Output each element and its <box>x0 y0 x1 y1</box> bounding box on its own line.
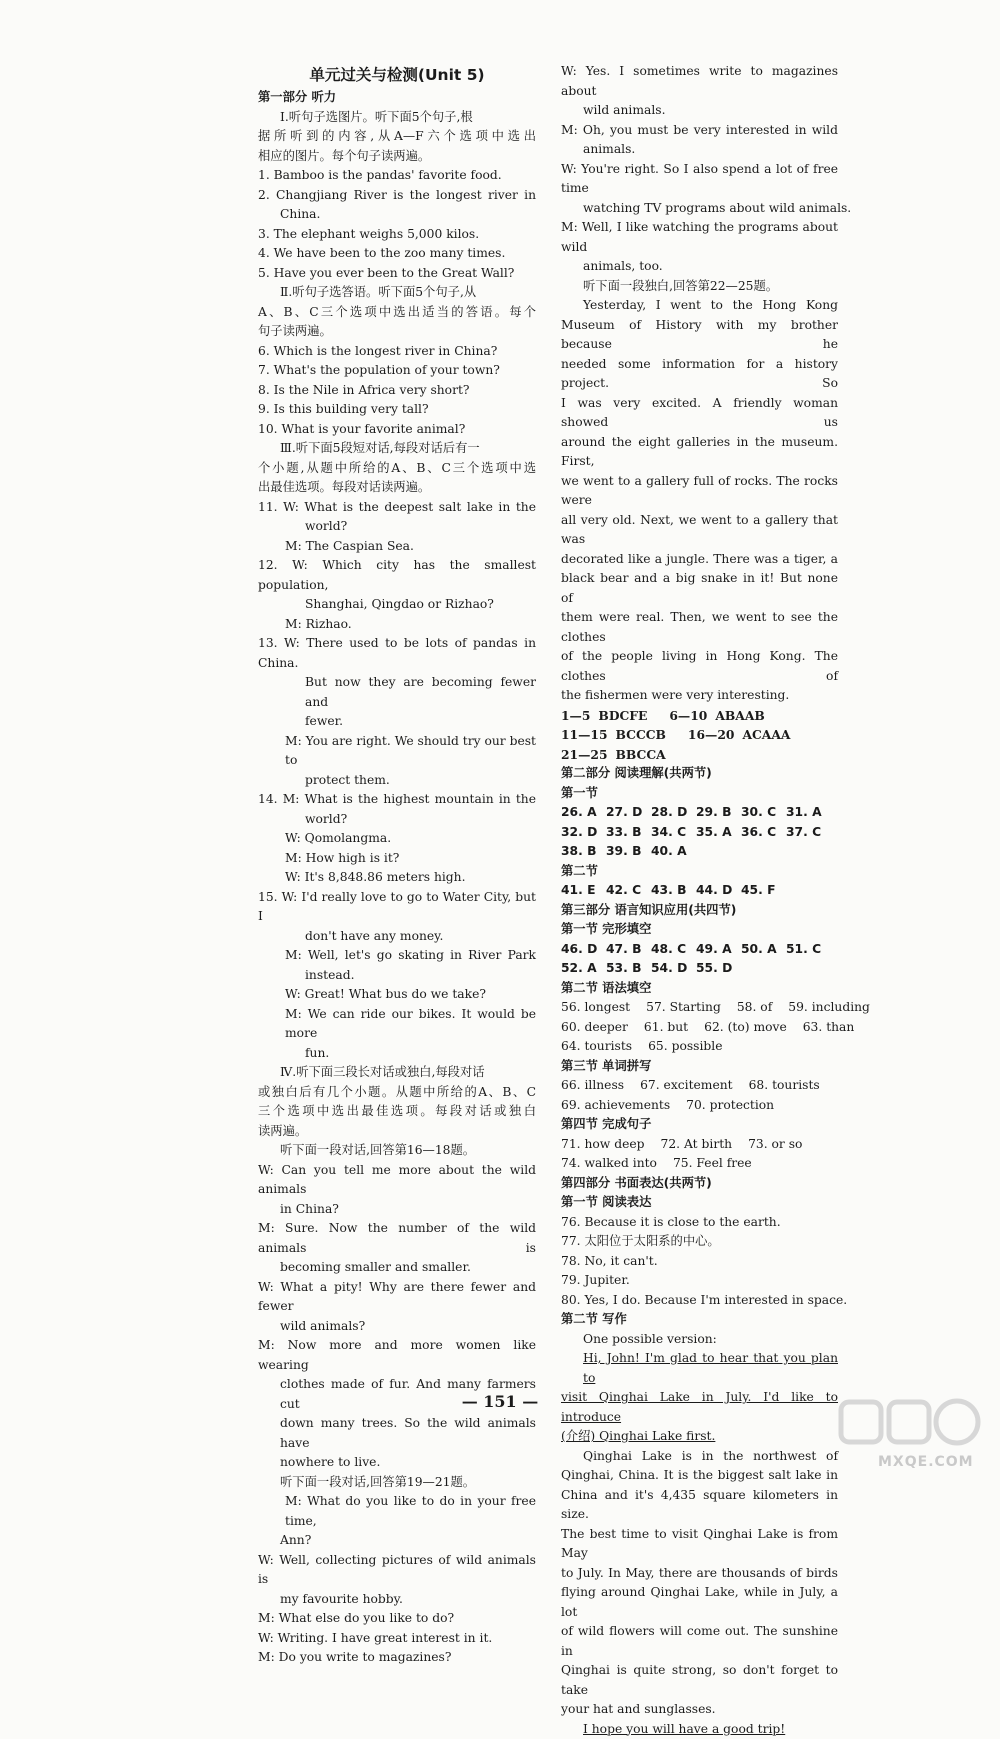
answer-item: 30. C <box>741 803 786 823</box>
answer-cell: 1—5 <box>561 708 590 723</box>
answer-cell: BDCFE <box>598 708 647 723</box>
text-line: M: Oh, you must be very interested in wild <box>561 121 838 141</box>
answer-item: 36. C <box>741 823 786 843</box>
answer-item: 45. F <box>741 881 786 901</box>
answer-item: 37. C <box>786 823 831 843</box>
text-line: M: The Caspian Sea. <box>258 537 536 557</box>
answer-item: 43. B <box>651 881 696 901</box>
text-line: 5. Have you ever been to the Great Wall? <box>258 264 536 284</box>
text-line: A、B、C三个选项中选出适当的答语。每个 <box>258 303 536 323</box>
text-line: Museum of History with my brother because he <box>561 316 838 355</box>
answer-item: 46. D <box>561 940 606 960</box>
section-heading: 第二节 写作 <box>561 1310 838 1330</box>
text-line: 或独白后有几个小题。从题中所给的A、B、C <box>258 1083 536 1103</box>
text-line: 14. M: What is the highest mountain in the <box>258 790 536 810</box>
answer-item: 55. D <box>696 959 741 979</box>
section-heading: 第四部分 书面表达(共两节) <box>561 1174 838 1194</box>
answer-item: 56. longest <box>561 998 630 1018</box>
text-line: 12. W: Which city has the smallest population, <box>258 556 536 595</box>
answer-item: 59. including <box>788 998 870 1018</box>
answer-row <box>561 1076 838 1096</box>
text-line: wild animals? <box>258 1317 536 1337</box>
section-heading: 第二部分 阅读理解(共两节) <box>561 764 838 784</box>
text-line: of the people living in Hong Kong. The clothes of <box>561 647 838 686</box>
text-line: 2. Changjiang River is the longest river in <box>258 186 536 206</box>
answer-item: 26. A <box>561 803 606 823</box>
text-line: W: Great! What bus do we take? <box>258 985 536 1005</box>
right-column <box>561 62 838 1739</box>
section-heading: 第一节 阅读表达 <box>561 1193 838 1213</box>
answer-item: 50. A <box>741 940 786 960</box>
text-line: W: Well, collecting pictures of wild animals is <box>258 1551 536 1590</box>
text-line: M: How high is it? <box>258 849 536 869</box>
text-line: them were real. Then, we went to see the clothes <box>561 608 838 647</box>
text-line: 11. W: What is the deepest salt lake in the <box>258 498 536 518</box>
answer-item: 72. At birth <box>661 1135 733 1155</box>
answer-item: 44. D <box>696 881 741 901</box>
answer-item: 61. but <box>644 1018 688 1038</box>
text-line: all very old. Next, we went to a gallery that was <box>561 511 838 550</box>
text-line: 三个选项中选出最佳选项。每段对话或独白 <box>258 1102 536 1122</box>
answer-item: 73. or so <box>748 1135 802 1155</box>
answer-item: 62. (to) move <box>704 1018 787 1038</box>
answer-item: 40. A <box>651 842 696 862</box>
text-line: 相应的图片。每个句子读两遍。 <box>258 147 536 167</box>
answer-item: 27. D <box>606 803 651 823</box>
text-line: wild animals. <box>561 101 838 121</box>
text-line: 77. 太阳位于太阳系的中心。 <box>561 1232 838 1252</box>
text-line: 出最佳选项。每段对话读两遍。 <box>258 478 536 498</box>
text-line: 听下面一段对话,回答第16—18题。 <box>258 1141 536 1161</box>
text-line: 15. W: I'd really love to go to Water City, but I <box>258 888 536 927</box>
text-line: M: What do you like to do in your free time, <box>258 1492 536 1531</box>
text-line: fewer. <box>258 712 536 732</box>
answer-item: 67. excitement <box>640 1076 733 1096</box>
text-line: fun. <box>258 1044 536 1064</box>
listening-answer-row <box>561 745 838 765</box>
answer-cell: 16—20 <box>688 727 735 742</box>
answer-row <box>561 998 838 1018</box>
text-line: The best time to visit Qinghai Lake is from May <box>561 1525 838 1564</box>
text-line: W: Yes. I sometimes write to magazines about <box>561 62 838 101</box>
text-line: 9. Is this building very tall? <box>258 400 536 420</box>
text-line: 3. The elephant weighs 5,000 kilos. <box>258 225 536 245</box>
text-line: animals, too. <box>561 257 838 277</box>
text-line: in China? <box>258 1200 536 1220</box>
answer-item: 39. B <box>606 842 651 862</box>
section-heading: 第二节 <box>561 862 838 882</box>
answer-cell: BBCCA <box>616 747 666 762</box>
text-line: 76. Because it is close to the earth. <box>561 1213 838 1233</box>
section-heading: 第三节 单词拼写 <box>561 1057 838 1077</box>
answer-item: 74. walked into <box>561 1154 657 1174</box>
text-line: 句子读两遍。 <box>258 322 536 342</box>
text-line: world? <box>258 517 536 537</box>
answer-row <box>561 823 838 843</box>
answer-item: 54. D <box>651 959 696 979</box>
answer-item: 48. C <box>651 940 696 960</box>
answer-item: 32. D <box>561 823 606 843</box>
text-line: M: Well, I like watching the programs about wild <box>561 218 838 257</box>
answer-item: 53. B <box>606 959 651 979</box>
answer-item: 34. C <box>651 823 696 843</box>
text-line: nowhere to live. <box>258 1453 536 1473</box>
text-line: 78. No, it can't. <box>561 1252 838 1272</box>
section-title: 单元过关与检测(Unit 5) <box>258 62 536 88</box>
text-line: Shanghai, Qingdao or Rizhao? <box>258 595 536 615</box>
answer-row <box>561 1037 838 1057</box>
answer-item: 42. C <box>606 881 651 901</box>
text-line: Ⅳ.听下面三段长对话或独白,每段对话 <box>258 1063 536 1083</box>
text-line: 6. Which is the longest river in China? <box>258 342 536 362</box>
text-line: becoming smaller and smaller. <box>258 1258 536 1278</box>
text-line: Ann? <box>258 1531 536 1551</box>
answer-item: 75. Feel free <box>673 1154 752 1174</box>
answer-item: 58. of <box>737 998 772 1018</box>
text-line: 4. We have been to the zoo many times. <box>258 244 536 264</box>
text-line: to July. In May, there are thousands of birds <box>561 1564 838 1584</box>
answer-row <box>561 881 838 901</box>
answer-row <box>561 1154 838 1174</box>
left-column <box>258 62 536 1668</box>
text-line: M: Do you write to magazines? <box>258 1648 536 1668</box>
answer-item: 57. Starting <box>646 998 721 1018</box>
text-line: Ⅰ.听句子选图片。听下面5个句子,根 <box>258 108 536 128</box>
answer-row <box>561 842 838 862</box>
text-line: flying around Qinghai Lake, while in July, a lot <box>561 1583 838 1622</box>
section-heading: 第一部分 听力 <box>258 88 536 108</box>
answer-item: 41. E <box>561 881 606 901</box>
answer-item: 70. protection <box>686 1096 774 1116</box>
text-line: 79. Jupiter. <box>561 1271 838 1291</box>
answer-row <box>561 1135 838 1155</box>
text-line: Qinghai Lake is in the northwest of <box>561 1447 838 1467</box>
text-line: protect them. <box>258 771 536 791</box>
text-line: W: You're right. So I also spend a lot of free time <box>561 160 838 199</box>
text-line: 10. What is your favorite animal? <box>258 420 536 440</box>
text-line: clothes made of fur. And many farmers cut <box>258 1375 536 1414</box>
text-line: W: What a pity! Why are there fewer and fewer <box>258 1278 536 1317</box>
text-line: Ⅱ.听句子选答语。听下面5个句子,从 <box>258 283 536 303</box>
answer-item: 29. B <box>696 803 741 823</box>
answer-row <box>561 940 838 960</box>
watermark-text: MXQE.COM <box>878 1454 974 1470</box>
text-line: (介绍) Qinghai Lake first. <box>561 1427 838 1447</box>
text-line: your hat and sunglasses. <box>561 1700 838 1720</box>
text-line: Qinghai, China. It is the biggest salt lake in <box>561 1466 838 1486</box>
text-line: animals. <box>561 140 838 160</box>
answer-item: 65. possible <box>648 1037 722 1057</box>
text-line: watching TV programs about wild animals. <box>561 199 838 219</box>
text-line: M: What else do you like to do? <box>258 1609 536 1629</box>
text-line: down many trees. So the wild animals have <box>258 1414 536 1453</box>
text-line: One possible version: <box>561 1330 838 1350</box>
answer-item: 63. than <box>803 1018 855 1038</box>
answer-item: 60. deeper <box>561 1018 628 1038</box>
text-line: my favourite hobby. <box>258 1590 536 1610</box>
text-line: M: Rizhao. <box>258 615 536 635</box>
answer-row <box>561 1096 838 1116</box>
answer-item: 33. B <box>606 823 651 843</box>
text-line: M: Sure. Now the number of the wild animals is <box>258 1219 536 1258</box>
answer-cell: BCCCB <box>616 727 666 742</box>
text-line: Hi, John! I'm glad to hear that you plan to <box>561 1349 838 1388</box>
listening-answer-row <box>561 725 838 745</box>
text-line: of wild flowers will come out. The sunshine in <box>561 1622 838 1661</box>
text-line: 13. W: There used to be lots of pandas in China. <box>258 634 536 673</box>
text-line: 听下面一段对话,回答第19—21题。 <box>258 1473 536 1493</box>
answer-item: 64. tourists <box>561 1037 632 1057</box>
answer-row <box>561 803 838 823</box>
section-heading: 第一节 <box>561 784 838 804</box>
section-heading: 第二节 语法填空 <box>561 979 838 999</box>
text-line: instead. <box>258 966 536 986</box>
text-line: I was very excited. A friendly woman showed us <box>561 394 838 433</box>
text-line: 读两遍。 <box>258 1122 536 1142</box>
text-line: Qinghai is quite strong, so don't forget to take <box>561 1661 838 1700</box>
answer-cell: 6—10 <box>669 708 707 723</box>
answer-item: 31. A <box>786 803 831 823</box>
text-line: 个小题,从题中所给的A、B、C三个选项中选 <box>258 459 536 479</box>
text-line: 1. Bamboo is the pandas' favorite food. <box>258 166 536 186</box>
section-heading: 第三部分 语言知识应用(共四节) <box>561 901 838 921</box>
answer-item: 47. B <box>606 940 651 960</box>
text-line: 7. What's the population of your town? <box>258 361 536 381</box>
answer-cell: 11—15 <box>561 727 608 742</box>
answer-item: 69. achievements <box>561 1096 670 1116</box>
text-line: the fishermen were very interesting. <box>561 686 838 706</box>
text-line: W: It's 8,848.86 meters high. <box>258 868 536 888</box>
text-line: world? <box>258 810 536 830</box>
text-line: Yesterday, I went to the Hong Kong <box>561 296 838 316</box>
text-line: M: Now more and more women like wearing <box>258 1336 536 1375</box>
text-line: But now they are becoming fewer and <box>258 673 536 712</box>
text-line: China and it's 4,435 square kilometers in size. <box>561 1486 838 1525</box>
answer-item: 51. C <box>786 940 831 960</box>
text-line: M: Well, let's go skating in River Park <box>258 946 536 966</box>
answer-item: 49. A <box>696 940 741 960</box>
page-number: — 151 — <box>0 1392 1000 1411</box>
answer-item: 28. D <box>651 803 696 823</box>
text-line: black bear and a big snake in it! But none of <box>561 569 838 608</box>
answer-item: 38. B <box>561 842 606 862</box>
text-line: 8. Is the Nile in Africa very short? <box>258 381 536 401</box>
answer-item: 52. A <box>561 959 606 979</box>
answer-row <box>561 959 838 979</box>
text-line: China. <box>258 205 536 225</box>
text-line: W: Writing. I have great interest in it. <box>258 1629 536 1649</box>
answer-item: 71. how deep <box>561 1135 645 1155</box>
text-line: 听下面一段独白,回答第22—25题。 <box>561 277 838 297</box>
text-line: I hope you will have a good trip! <box>561 1720 838 1739</box>
text-line: W: Can you tell me more about the wild animals <box>258 1161 536 1200</box>
answer-cell: ABAAB <box>715 708 764 723</box>
listening-answer-row <box>561 706 838 726</box>
answer-row <box>561 1018 838 1038</box>
text-line: don't have any money. <box>258 927 536 947</box>
answer-item: 35. A <box>696 823 741 843</box>
text-line: M: You are right. We should try our best to <box>258 732 536 771</box>
answer-cell: 21—25 <box>561 747 608 762</box>
text-line: W: Qomolangma. <box>258 829 536 849</box>
answer-item: 66. illness <box>561 1076 624 1096</box>
text-line: needed some information for a history project. So <box>561 355 838 394</box>
answer-cell: ACAAA <box>742 727 790 742</box>
answer-item: 68. tourists <box>749 1076 820 1096</box>
text-line: Ⅲ.听下面5段短对话,每段对话后有一 <box>258 439 536 459</box>
text-line: 据所听到的内容,从A—F六个选项中选出 <box>258 127 536 147</box>
text-line: around the eight galleries in the museum. First, <box>561 433 838 472</box>
section-heading: 第四节 完成句子 <box>561 1115 838 1135</box>
text-line: 80. Yes, I do. Because I'm interested in space. <box>561 1291 838 1311</box>
text-line: M: We can ride our bikes. It would be more <box>258 1005 536 1044</box>
section-heading: 第一节 完形填空 <box>561 920 838 940</box>
text-line: decorated like a jungle. There was a tiger, a <box>561 550 838 570</box>
text-line: visit Qinghai Lake in July. I'd like to introduce <box>561 1388 838 1427</box>
text-line: we went to a gallery full of rocks. The rocks were <box>561 472 838 511</box>
